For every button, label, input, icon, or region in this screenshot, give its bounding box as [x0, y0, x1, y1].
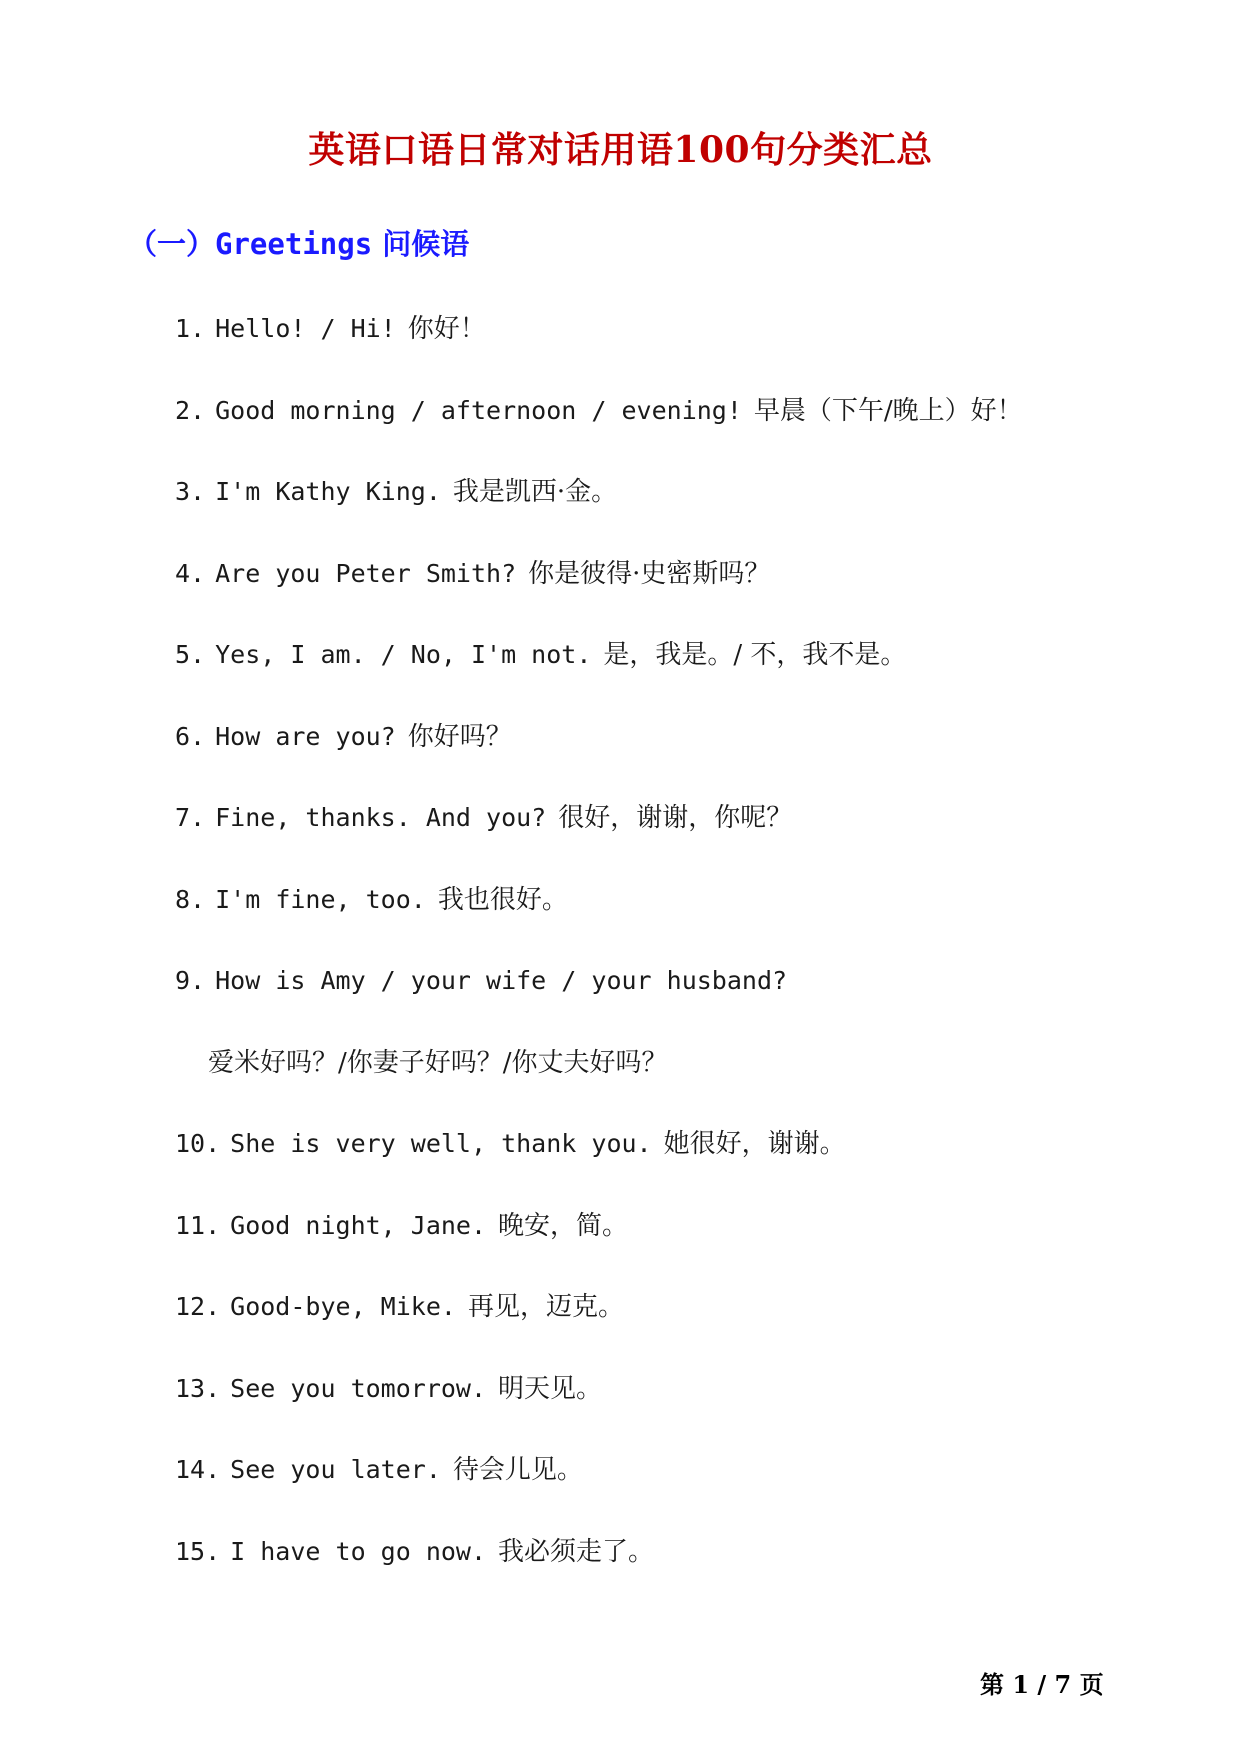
phrase-english: See you later. — [230, 1455, 441, 1484]
phrase-item — [175, 636, 1125, 718]
phrase-chinese: 我也很好。 — [437, 884, 568, 915]
phrase-english: Yes, I am. / No, I'm not. — [215, 640, 592, 669]
phrase-english: See you tomorrow. — [230, 1373, 487, 1403]
phrase-chinese: 明天见。 — [498, 1373, 603, 1404]
phrase-english: I have to go now. — [230, 1536, 487, 1566]
phrase-number: 5. — [175, 640, 206, 669]
phrase-item — [175, 392, 1125, 474]
phrase-number: 15. — [175, 1536, 221, 1566]
phrase-chinese: 我是凯西·金。 — [452, 477, 618, 507]
phrase-english: I'm fine, too. — [215, 884, 426, 914]
phrase-english: Good night, Jane. — [230, 1210, 487, 1240]
phrase-chinese: 是，我是。/ 不，我不是。 — [603, 640, 907, 670]
phrase-number: 11. — [175, 1210, 221, 1240]
phrase-english: How is Amy / your wife / your husband? — [215, 966, 788, 995]
phrase-number: 13. — [175, 1373, 221, 1403]
phrase-item — [175, 718, 1125, 800]
section-prefix: （一） — [128, 227, 216, 261]
phrase-item — [175, 799, 1125, 881]
phrase-chinese: 晚安，简。 — [498, 1210, 629, 1241]
phrase-number: 4. — [175, 558, 206, 588]
phrase-chinese: 待会儿见。 — [452, 1455, 583, 1485]
phrase-item — [175, 1533, 1125, 1615]
phrase-english: I'm Kathy King. — [215, 477, 441, 506]
phrase-item — [175, 555, 1125, 637]
phrase-item — [175, 310, 1125, 392]
phrase-item — [175, 1451, 1125, 1533]
phrase-chinese: 你好！ — [407, 314, 486, 344]
phrase-chinese: 你好吗？ — [407, 721, 512, 752]
phrase-number: 2. — [175, 395, 206, 425]
phrase-number: 3. — [175, 477, 206, 506]
phrase-number: 8. — [175, 884, 206, 914]
phrase-chinese: 爱米好吗？/你妻子好吗？/你丈夫好吗？ — [208, 1047, 668, 1078]
phrase-english: Good-bye, Mike. — [230, 1292, 456, 1321]
phrase-english: She is very well, thank you. — [230, 1129, 652, 1158]
phrase-item — [175, 1288, 1125, 1370]
section-title-english: Greetings — [215, 227, 373, 261]
phrase-item — [175, 1370, 1125, 1452]
phrase-list — [175, 310, 1125, 1614]
phrase-number: 12. — [175, 1292, 221, 1321]
phrase-item — [175, 1125, 1125, 1207]
section-title-chinese: 问候语 — [382, 227, 470, 261]
section-heading-greetings — [128, 222, 469, 263]
phrase-item — [175, 1207, 1125, 1289]
phrase-item — [175, 881, 1125, 963]
phrase-number: 1. — [175, 314, 206, 343]
phrase-item-continuation — [175, 1044, 1125, 1126]
phrase-english: Are you Peter Smith? — [215, 558, 517, 588]
phrase-number: 10. — [175, 1129, 221, 1158]
phrase-english: How are you? — [215, 721, 396, 751]
phrase-chinese: 很好，谢谢，你呢？ — [558, 803, 793, 833]
phrase-chinese: 她很好，谢谢。 — [663, 1129, 846, 1159]
document-title: 英语口语日常对话用语100句分类汇总 — [308, 129, 933, 171]
phrase-english: Good morning / afternoon / evening! — [215, 395, 742, 425]
phrase-number: 9. — [175, 966, 206, 995]
phrase-number: 7. — [175, 803, 206, 832]
phrase-number: 6. — [175, 721, 206, 751]
phrase-number: 14. — [175, 1455, 221, 1484]
phrase-item — [175, 473, 1125, 555]
phrase-item — [175, 962, 1125, 1044]
phrase-chinese: 你是彼得·史密斯吗？ — [528, 558, 771, 589]
phrase-chinese: 我必须走了。 — [498, 1536, 655, 1567]
page-number-footer: 第 1 / 7 页 — [980, 1670, 1104, 1699]
phrase-chinese: 早晨（下午/晚上）好！ — [753, 395, 1023, 426]
phrase-chinese: 再见，迈克。 — [467, 1292, 624, 1322]
phrase-english: Fine, thanks. And you? — [215, 803, 547, 832]
phrase-english: Hello! / Hi! — [215, 314, 396, 343]
